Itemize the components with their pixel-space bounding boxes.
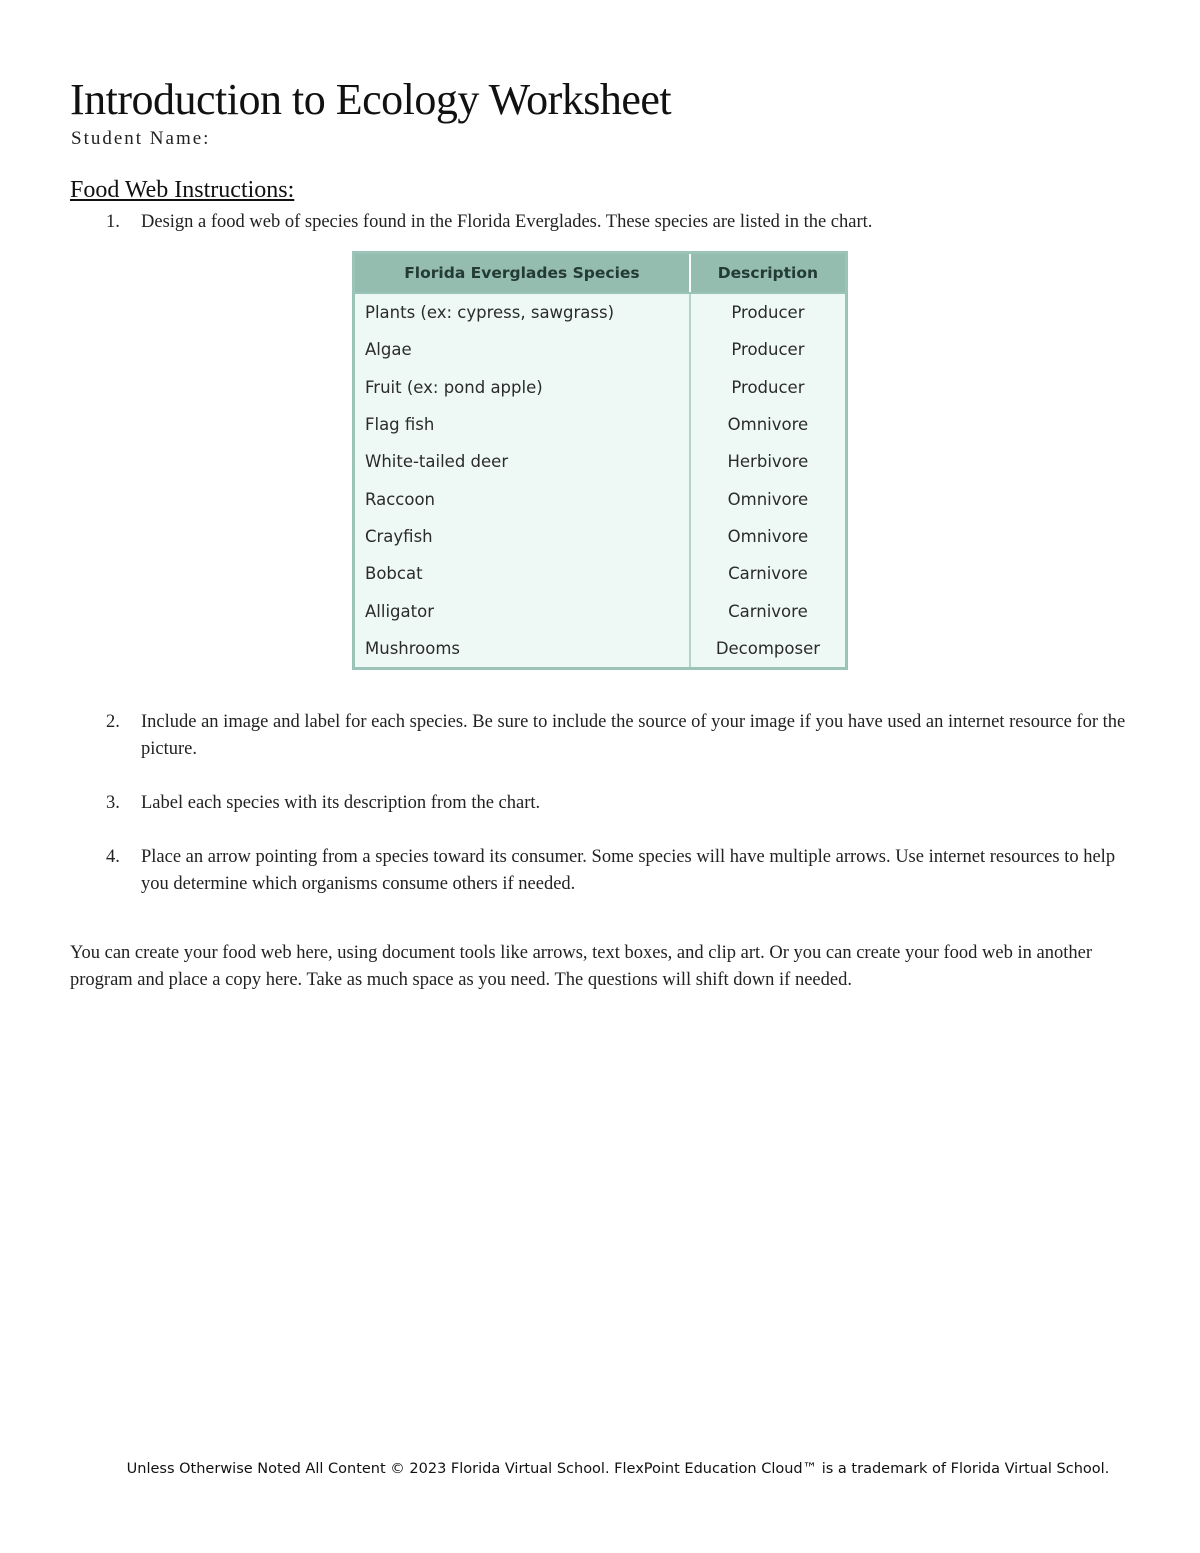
section-heading: Food Web Instructions:: [70, 177, 295, 203]
species-cell: Fruit (ex: pond apple): [365, 377, 543, 397]
species-cell: Crayfish: [365, 526, 433, 546]
description-cell: Omnivore: [690, 518, 847, 555]
instruction-number: 4.: [106, 847, 120, 867]
table-row: [354, 443, 847, 480]
instruction-text: Include an image and label for each species. Be sure to include the source of your image if you have used an internet resource for the picture.: [141, 712, 1126, 759]
description-cell: Producer: [690, 293, 847, 331]
instruction-number: 2.: [106, 712, 120, 732]
instruction-text: Design a food web of species found in the Florida Everglades. These species are listed in the chart.: [141, 212, 873, 232]
species-table: [352, 251, 848, 670]
table-header-species: Florida Everglades Species: [354, 253, 690, 294]
table-row: [354, 480, 847, 517]
species-cell: Mushrooms: [365, 638, 461, 658]
food-web-paragraph: You can create your food web here, using document tools like arrows, text boxes, and clip art. Or you can create your food web in another program and place a copy here. Take as much space as you need. The questions will shift down if needed.: [70, 943, 1092, 990]
instruction-item: [106, 790, 1136, 817]
description-cell: Producer: [690, 369, 847, 406]
page-title: Introduction to Ecology Worksheet: [70, 75, 672, 124]
species-cell: Raccoon: [365, 489, 436, 509]
table-row: [354, 555, 847, 592]
instruction-item: [106, 209, 1136, 236]
instruction-item: [106, 709, 1136, 763]
table-header-row: [354, 253, 847, 294]
species-cell: Flag fish: [365, 415, 435, 435]
description-cell: Decomposer: [690, 630, 847, 669]
species-cell: Alligator: [365, 601, 434, 621]
species-cell: Algae: [365, 340, 412, 360]
description-cell: Carnivore: [690, 592, 847, 629]
table-row: [354, 518, 847, 555]
instruction-number: 3.: [106, 793, 120, 813]
species-cell: Bobcat: [365, 564, 423, 584]
table-row: [354, 293, 847, 331]
description-cell: Herbivore: [690, 443, 847, 480]
table-row: [354, 630, 847, 669]
instruction-item: [106, 844, 1136, 898]
student-name-label: Student Name:: [71, 128, 211, 149]
species-cell: Plants (ex: cypress, sawgrass): [365, 303, 615, 323]
table-row: [354, 592, 847, 629]
species-cell: White-tailed deer: [365, 452, 509, 472]
copyright-footer: Unless Otherwise Noted All Content © 2023 Florida Virtual School. FlexPoint Education Cloud™ is a trademark of Florida Virtual School.: [126, 1461, 1110, 1477]
instruction-text: Place an arrow pointing from a species toward its consumer. Some species will have multiple arrows. Use internet resources to help you determine which organisms consume others if needed.: [141, 847, 1116, 894]
instruction-number: 1.: [106, 212, 120, 232]
description-cell: Carnivore: [690, 555, 847, 592]
instruction-text: Label each species with its description from the chart.: [141, 793, 541, 813]
table-row: [354, 406, 847, 443]
description-cell: Omnivore: [690, 406, 847, 443]
table-header-description: Description: [690, 253, 847, 294]
table-row: [354, 331, 847, 368]
table-row: [354, 369, 847, 406]
description-cell: Omnivore: [690, 480, 847, 517]
description-cell: Producer: [690, 331, 847, 368]
